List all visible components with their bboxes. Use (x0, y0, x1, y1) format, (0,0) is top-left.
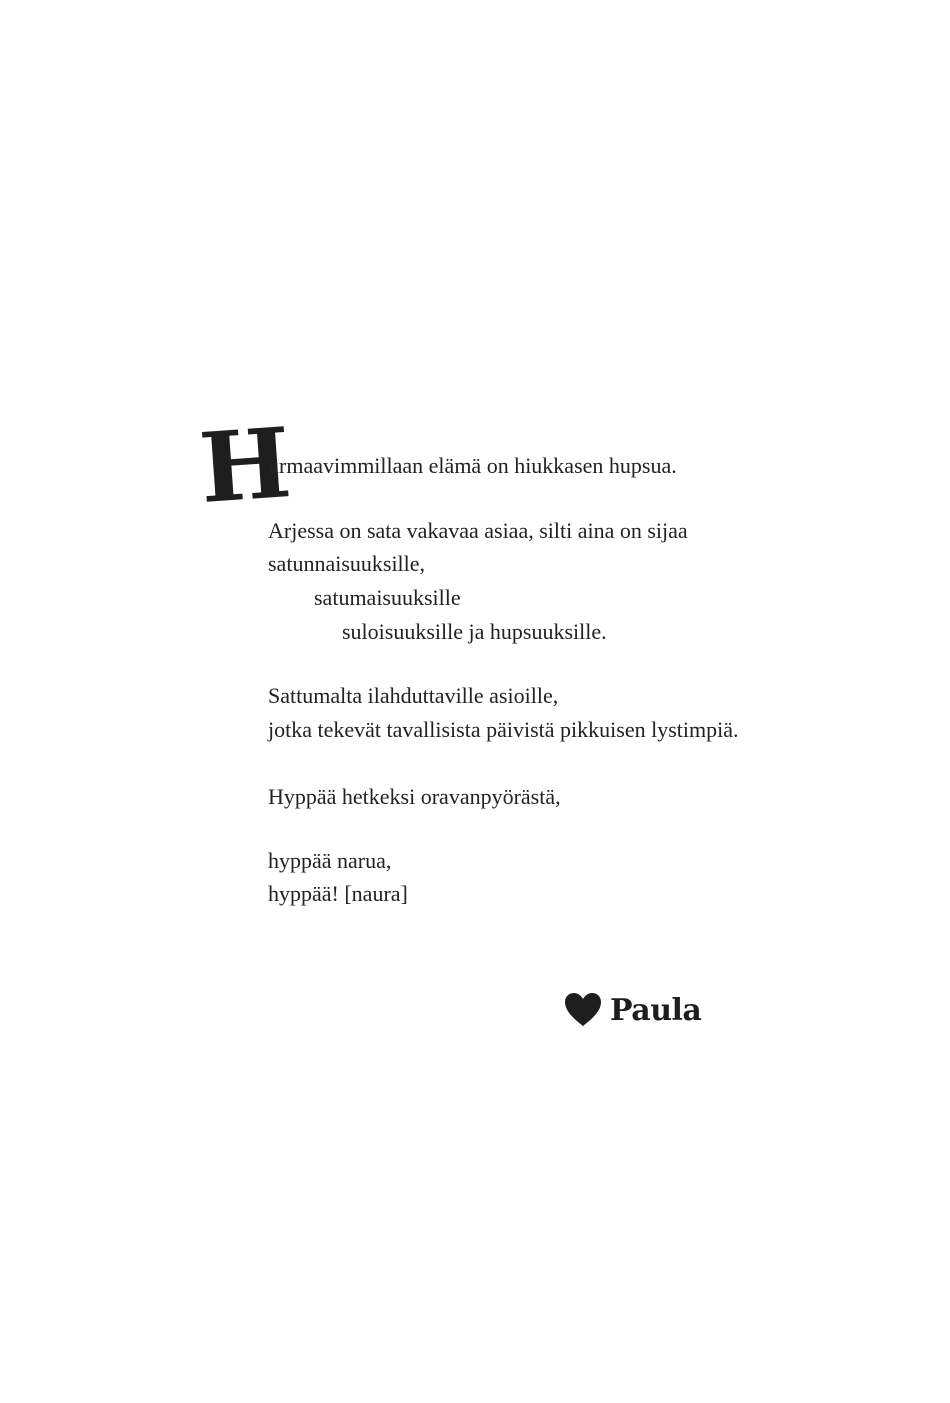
drop-cap: H (196, 405, 295, 526)
poem-line-10: hyppää! [naura] (268, 881, 408, 906)
poem-line-9: hyppää narua, (268, 848, 392, 873)
signature (564, 988, 701, 1032)
poem-line-1: urmaavimmillaan elämä on hiukkasen hupsua. (268, 453, 677, 478)
poem-line-6: Sattumalta ilahduttaville asioille, (268, 683, 559, 708)
poem-line-3: satunnaisuuksille, (268, 551, 426, 576)
heart-icon (564, 992, 602, 1028)
poem-line-4: satumaisuuksille (314, 585, 461, 610)
signature-name: Paula (610, 992, 702, 1028)
poem-line-7: jotka tekevät tavallisista päivistä pikkuisen lystimpiä. (268, 717, 739, 742)
poem-line-2: Arjessa on sata vakavaa asiaa, silti aina on sijaa (268, 518, 688, 543)
poem-line-8: Hyppää hetkeksi oravanpyörästä, (268, 784, 561, 809)
poem-line-5: suloisuuksille ja hupsuuksille. (342, 619, 607, 644)
